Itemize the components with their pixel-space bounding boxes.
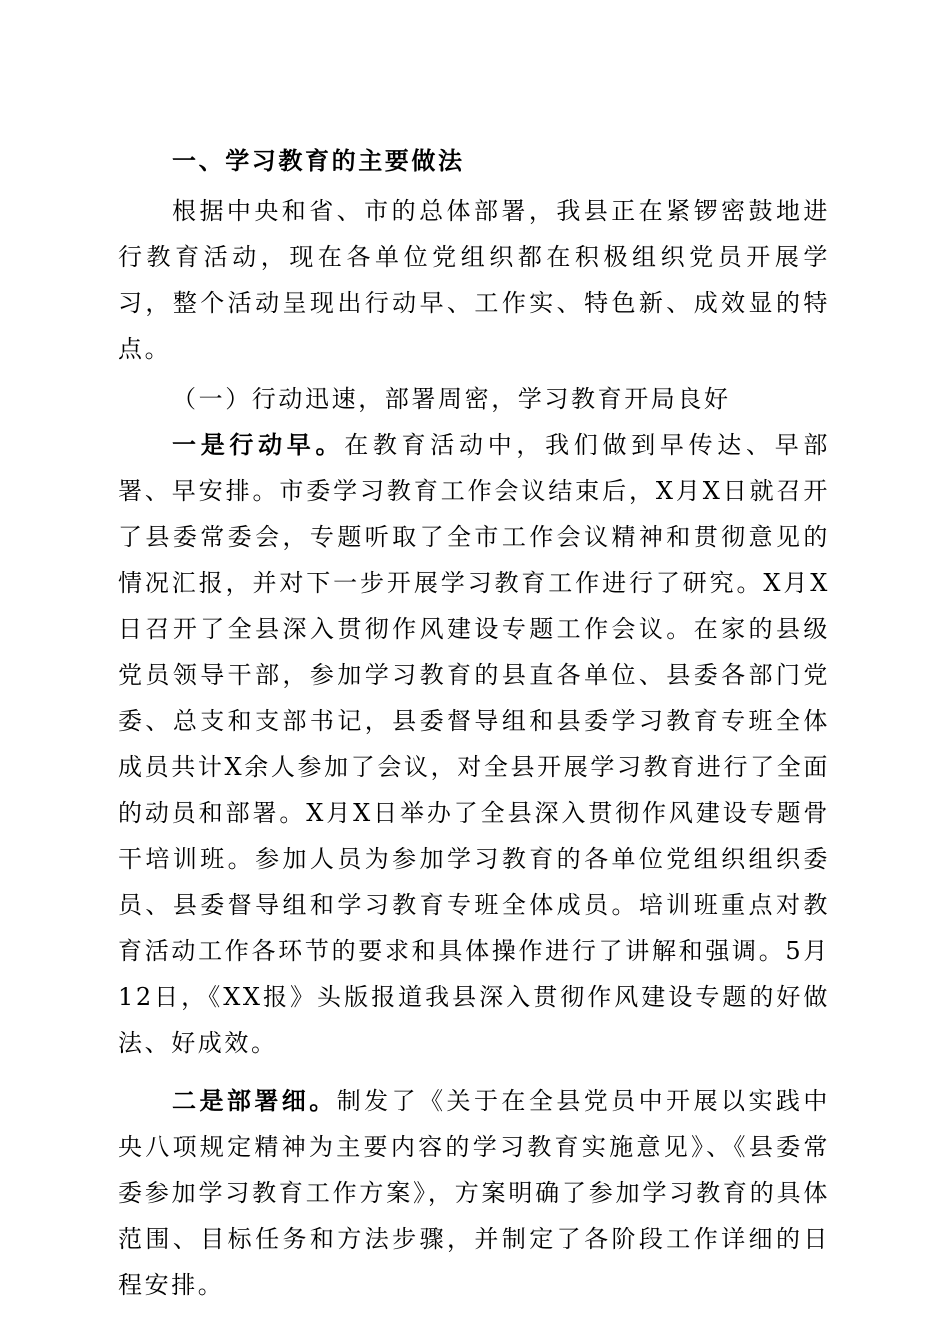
paragraph-action-early	[118, 422, 830, 1066]
paragraph-lead: 一是行动早。	[172, 431, 345, 459]
paragraph-lead: 二是部署细。	[172, 1087, 337, 1115]
intro-paragraph: 根据中央和省、市的总体部署，我县正在紧锣密鼓地进行教育活动，现在各单位党组织都在积极组织党员开展学习，整个活动呈现出行动早、工作实、特色新、成效显的特点。	[118, 197, 830, 363]
document-body	[118, 138, 830, 1308]
paragraph-text: 在教育活动中，我们做到早传达、早部署、早安排。市委学习教育工作会议结束后，X月X日就召开了县委常委会，专题听取了全市工作会议精神和贯彻意见的情况汇报，并对下一步开展学习教育工作进行了研究。X月X日召开了全县深入贯彻作风建设专题工作会议。在家的县级党员领导干部，参加学习教育的县直各单位、县委各部门党委、总支和支部书记，县委督导组和县委学习教育专班全体成员共计X余人参加了会议，对全县开展学习教育进行了全面的动员和部署。X月X日举办了全县深入贯彻作风建设专题骨干培训班。参加人员为参加学习教育的各单位党组织组织委员、县委督导组和学习教育专班全体成员。培训班重点对教育活动工作各环节的要求和具体操作进行了讲解和强调。5月12日，《XX报》头版报道我县深入贯彻作风建设专题的好做法、好成效。	[118, 431, 830, 1057]
paragraph-text: 制发了《关于在全县党员中开展以实践中央八项规定精神为主要内容的学习教育实施意见》、《县委常委参加学习教育工作方案》，方案明确了参加学习教育的具体范围、目标任务和方法步骤，并制定了各阶段工作详细的日程安排。	[118, 1087, 830, 1299]
section-heading: 一、学习教育的主要做法	[172, 147, 465, 175]
subsection-heading: （一）行动迅速，部署周密，学习教育开局良好	[172, 385, 731, 413]
paragraph-deploy-detail	[118, 1078, 830, 1308]
